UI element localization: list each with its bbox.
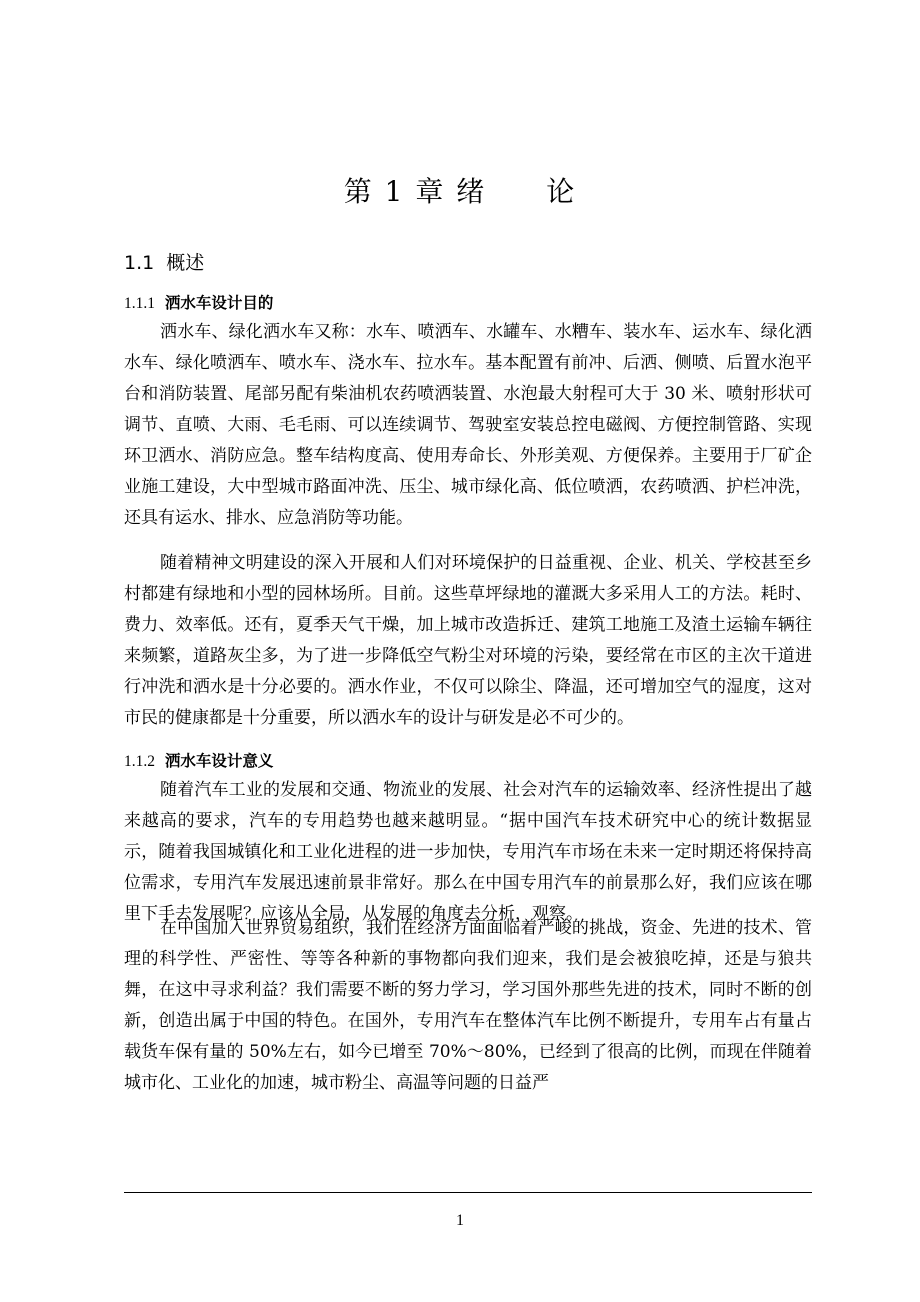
paragraph: 随着汽车工业的发展和交通、物流业的发展、社会对汽车的运输效率、经济性提出了越来越高的要求，汽车的专用趋势也越来越明显。“据中国汽车技术研究中心的统计数据显示，随着我国城镇化和工业化进程的进一步加快，专用汽车市场在未来一定时期还将保持高位需求，专用汽车发展迅速前景非常好。那么在中国专用汽车的前景那么好，我们应该在哪里下手去发展呢？应该从全局，从发展的角度去分析，观察。: [124, 780, 812, 924]
footer-divider: [124, 1192, 812, 1193]
subsection-heading-1-1-1: [124, 291, 273, 313]
section-heading: 1.1 概述: [124, 252, 205, 274]
paragraph: 随着精神文明建设的深入开展和人们对环境保护的日益重视、企业、机关、学校甚至乡村都建有绿地和小型的园林场所。目前。这些草坪绿地的灌溉大多采用人工的方法。耗时、费力、效率低。还有，夏季天气干燥，加上城市改造拆迁、建筑工地施工及渣土运输车辆往来频繁，道路灰尘多，为了进一步降低空气粉尘对环境的污染，要经常在市区的主次干道进行冲洗和洒水是十分必要的。洒水作业，不仅可以除尘、降温，还可增加空气的湿度，这对市民的健康都是十分重要，所以洒水车的设计与研发是必不可少的。: [124, 553, 812, 728]
paragraph: 在中国加入世界贸易组织，我们在经济方面面临着严峻的挑战，资金、先进的技术、管理的科学性、严密性、等等各种新的事物都向我们迎来，我们是会被狼吃掉，还是与狼共舞，在这中寻求利益？我们需要不断的努力学习，学习国外那些先进的技术，同时不断的创新，创造出属于中国的特色。在国外，专用汽车在整体汽车比例不断提升，专用车占有量占载货车保有量的 50%左右，如今已增至 70%～80%，已经到了很高的比例，而现在伴随着城市化、工业化的加速，城市粉尘、高温等问题的日益严: [124, 918, 812, 1093]
paragraph: 洒水车、绿化洒水车又称：水车、喷洒车、水罐车、水糟车、装水车、运水车、绿化洒水车、绿化喷洒车、喷水车、浇水车、拉水车。基本配置有前冲、后洒、侧喷、后置水泡平台和消防装置、尾部另配有柴油机农药喷洒装置、水泡最大射程可大于 30 米、喷射形状可调节、直喷、大雨、毛毛雨、可以连续调节、驾驶室安装总控电磁阀、方便控制管路、实现环卫洒水、消防应急。整车结构度高、使用寿命长、外形美观、方便保养。主要用于厂矿企业施工建设，大中型城市路面冲洗、压尘、城市绿化高、低位喷洒，农药喷洒、护栏冲洗，还具有运水、排水、应急消防等功能。: [124, 322, 812, 528]
page-number: 1: [456, 1212, 464, 1229]
subsection-heading-1-1-2: [124, 749, 273, 771]
subsection-title: 洒水车设计意义: [164, 752, 274, 770]
subsection-number: 1.1.2: [124, 753, 155, 770]
chapter-title: 第 1 章 绪 论: [343, 175, 577, 208]
subsection-title: 洒水车设计目的: [164, 294, 274, 312]
subsection-number: 1.1.1: [124, 295, 155, 312]
